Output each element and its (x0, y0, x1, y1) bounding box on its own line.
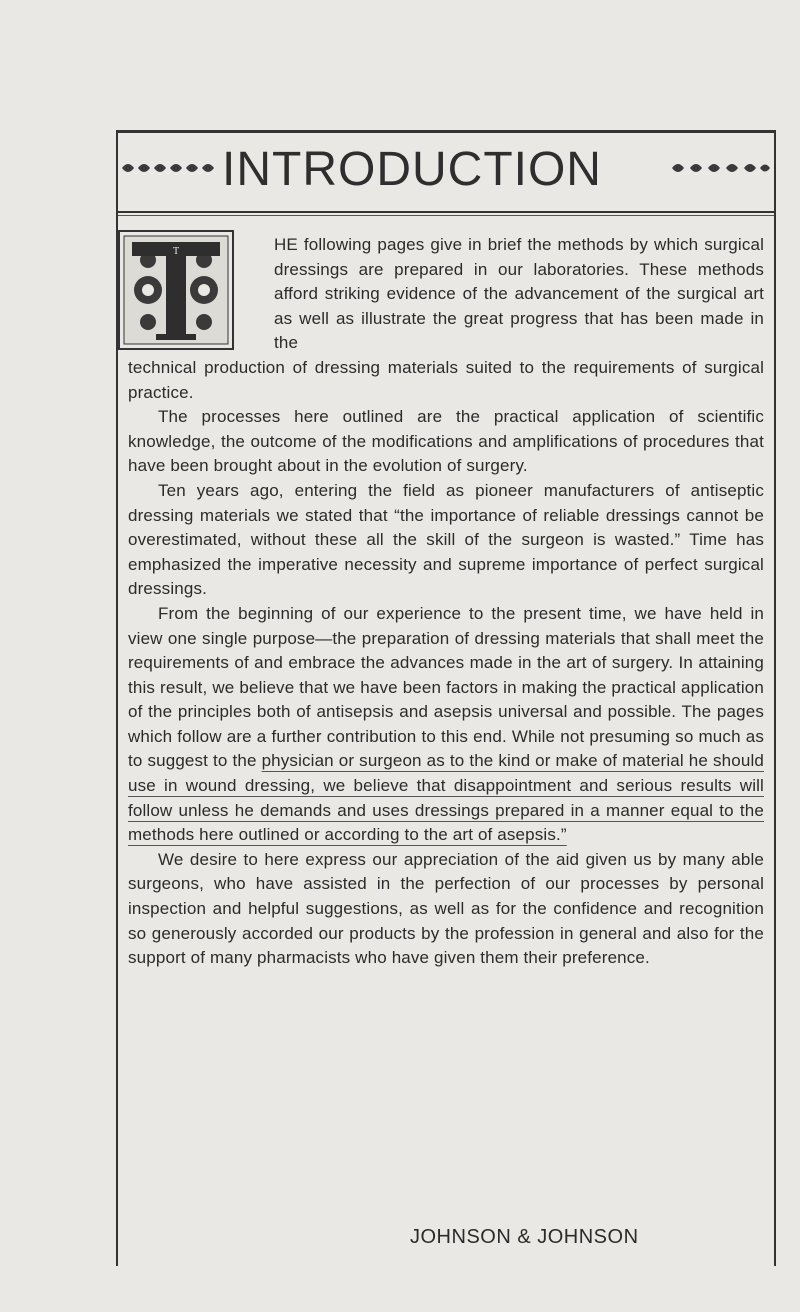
header-rule (118, 211, 774, 213)
right-border (774, 130, 776, 1266)
paragraph-4-start: From the beginning of our experience to the present time, we have held in view one single purpose—the preparation of dressing materials that shall meet the requirements of and embrace the advances made in the art of surgery. In attaining this result, we believe that we have been factors in making the practical application of the principles both of antisepsis and asepsis universal and possible. The pages which follow are a further contribution to this end. While not presuming so much as to suggest to the (128, 603, 764, 771)
paragraph-2: The processes here outlined are the practical application of scientific knowledge, the outcome of the modifications and amplifications of procedures that have been brought about in the evolution of surgery. (128, 407, 764, 476)
paragraph-1 (128, 233, 764, 405)
page-title: INTRODUCTION (222, 143, 602, 196)
paragraph-3: Ten years ago, entering the field as pioneer manufacturers of antiseptic dressing materials we stated that “the importance of reliable dressings cannot be overestimated, without these all the skill of the surgeon is wasted.” Time has emphasized the imperative necessity and supreme importance of perfect surgical dressings. (128, 480, 764, 599)
paragraph-5: We desire to here express our appreciation of the aid given us by many able surgeons, who have assisted in the perfection of our processes by personal inspection and helpful suggestions, as well as for the confidence and recognition so generously accorded our products by the profession in general and also for the support of many pharmacists who have given them their preference. (128, 849, 764, 968)
paragraph-4 (128, 602, 764, 848)
dropcap-letter: T (172, 246, 180, 257)
paragraph-1-opening: HE following pages give in brief the methods by which surgical dressings are prepared in our laboratories. These methods afford striking evidence of the advancement of the surgical art as well as illustrate the great progress that has been made in the (274, 235, 764, 353)
left-ornament-icon (120, 158, 218, 178)
top-border (116, 130, 776, 133)
signature: JOHNSON & JOHNSON (410, 1226, 639, 1248)
paragraph-4-underlined: physician or surgeon as to the kind or make of material he should use in wound dressing, we believe that disappointment and serious results will follow unless he demands and uses dressings prepared in a manner equal to the methods here outlined or according to the art of asepsis.” (128, 751, 764, 845)
page-header (118, 138, 774, 206)
body-text (128, 233, 764, 971)
header-rule-thin (118, 215, 774, 216)
right-ornament-icon (668, 158, 772, 178)
paragraph-1-rest: technical production of dressing materials suited to the requirements of surgical practice. (128, 357, 764, 402)
